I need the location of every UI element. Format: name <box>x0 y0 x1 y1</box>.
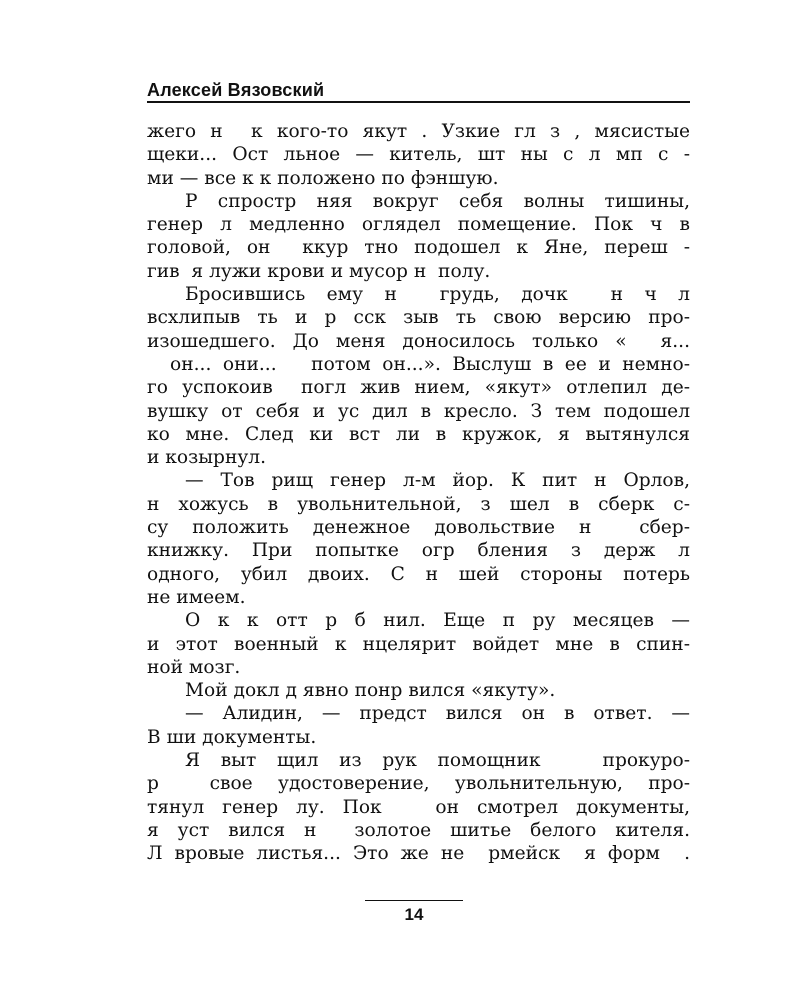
text-line: Р спростр няя вокруг себя волны тишины, <box>185 190 690 212</box>
text-line: он... они... потом он...». Выслуш в ее и немно- <box>147 353 690 375</box>
text-line: гив я лужи крови и мусор н полу. <box>147 260 491 282</box>
text-line: ной мозг. <box>147 656 241 678</box>
header-rule <box>147 101 690 103</box>
page-number: 14 <box>404 905 424 924</box>
text-line: вушку от себя и ус дил в кресло. З тем подошел <box>147 400 690 422</box>
text-line: ми — все к к положено по фэншую. <box>147 167 499 189</box>
text-line: В ши документы. <box>147 726 317 748</box>
text-line: я уст вился н золотое шитье белого кителя. <box>147 819 690 841</box>
text-line: Мой докл д явно понр вился «якуту». <box>185 680 556 702</box>
text-line: генер л медленно оглядел помещение. Пок ч в <box>147 214 690 236</box>
text-line: книжку. При попытке огр бления з держ л <box>147 540 690 562</box>
text-line: го успокоив погл жив нием, «якут» отлепил де- <box>147 377 690 399</box>
footer-rule <box>365 900 463 901</box>
text-line: щеки... Ост льное — китель, шт ны с л мп с - <box>147 144 690 166</box>
text-line: н хожусь в увольнительной, з шел в сберк с- <box>147 493 690 515</box>
text-line: изошедшего. До меня доносилось только « я... <box>147 330 690 352</box>
text-line: ко мне. След ки вст ли в кружок, я вытянулся <box>147 423 690 445</box>
text-line: Бросившись ему н грудь, дочк н ч л <box>185 284 690 306</box>
text-line: тянул генер лу. Пок он смотрел документы, <box>147 796 690 818</box>
text-line: р свое удостоверение, увольнительную, про- <box>147 773 690 795</box>
text-line: жего н к кого-то якут . Узкие гл з , мясистые <box>147 121 690 142</box>
text-line: не имеем. <box>147 586 246 608</box>
text-line: всхлипыв ть и р сск зыв ть свою версию про- <box>147 307 690 329</box>
body-text <box>147 120 690 866</box>
text-line: О к к отт р б нил. Еще п ру месяцев — <box>185 610 690 632</box>
text-line: головой, он ккур тно подошел к Яне, переш - <box>147 237 690 259</box>
text-line: — Алидин, — предст вился он в ответ. — <box>185 703 690 725</box>
text-line: и козырнул. <box>147 447 267 469</box>
running-head: Алексей Вязовский <box>147 80 325 100</box>
text-line: — Тов рищ генер л-м йор. К пит н Орлов, <box>185 470 690 492</box>
text-line: су положить денежное довольствие н сбер- <box>147 517 690 539</box>
text-line: и этот военный к нцелярит войдет мне в спин- <box>147 633 690 655</box>
text-line: Л вровые листья... Это же не рмейск я форм . <box>147 843 690 865</box>
text-line: Я выт щил из рук помощник прокуро- <box>185 750 690 772</box>
text-line: одного, убил двоих. С н шей стороны потерь <box>147 563 690 585</box>
